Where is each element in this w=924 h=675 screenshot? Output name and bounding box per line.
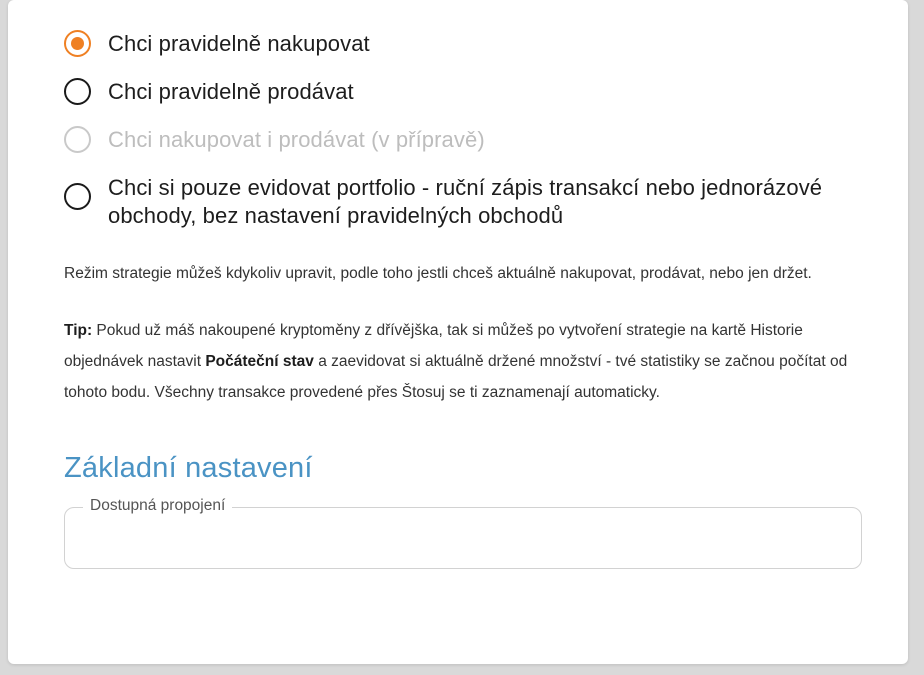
section-title-basic-settings: Základní nastavení	[64, 452, 313, 484]
radio-icon-buy-and-sell	[64, 126, 91, 153]
tip-bold-term: Počáteční stav	[205, 353, 314, 370]
radio-label-sell-regularly: Chci pravidelně prodávat	[108, 79, 354, 104]
radio-icon-portfolio-only[interactable]	[64, 183, 91, 210]
radio-icon-sell-regularly[interactable]	[64, 78, 91, 105]
tip-text-part2: a zaevidovat si aktuálně držené množství - tvé statistiky se začnou počítat od tohoto bodu. Všechny transakce provedené přes Štosuj se ti zaznamenají automaticky.	[64, 353, 848, 401]
radio-label-portfolio-only: Chci si pouze evidovat portfolio - ruční zápis transakcí nebo jednorázové obchody, bez nastavení pravidelných obchodů	[108, 175, 823, 228]
strategy-description: Režim strategie můžeš kdykoliv upravit, podle toho jestli chceš aktuálně nakupovat, prodávat, nebo jen držet.	[64, 265, 812, 282]
tip-text-part1: Pokud už máš nakoupené kryptoměny z dřívějška, tak si můžeš po vytvoření strategie na kartě Historie objednávek nastavit	[64, 322, 803, 370]
available-connections-legend: Dostupná propojení	[83, 497, 232, 515]
radio-option-sell-regularly[interactable]	[64, 78, 868, 106]
radio-icon-buy-regularly[interactable]	[64, 30, 91, 57]
radio-option-buy-regularly[interactable]	[64, 30, 868, 58]
radio-option-portfolio-only[interactable]	[64, 174, 868, 230]
settings-panel	[8, 0, 908, 664]
panel-content	[8, 0, 908, 569]
radio-option-buy-and-sell	[64, 126, 868, 154]
tip-prefix: Tip:	[64, 322, 93, 339]
available-connections-fieldset[interactable]	[64, 497, 862, 569]
radio-label-buy-regularly: Chci pravidelně nakupovat	[108, 31, 370, 56]
radio-label-buy-and-sell: Chci nakupovat i prodávat (v přípravě)	[108, 127, 485, 152]
tip-paragraph	[64, 315, 868, 408]
scrollbar-gutter[interactable]	[916, 0, 924, 675]
